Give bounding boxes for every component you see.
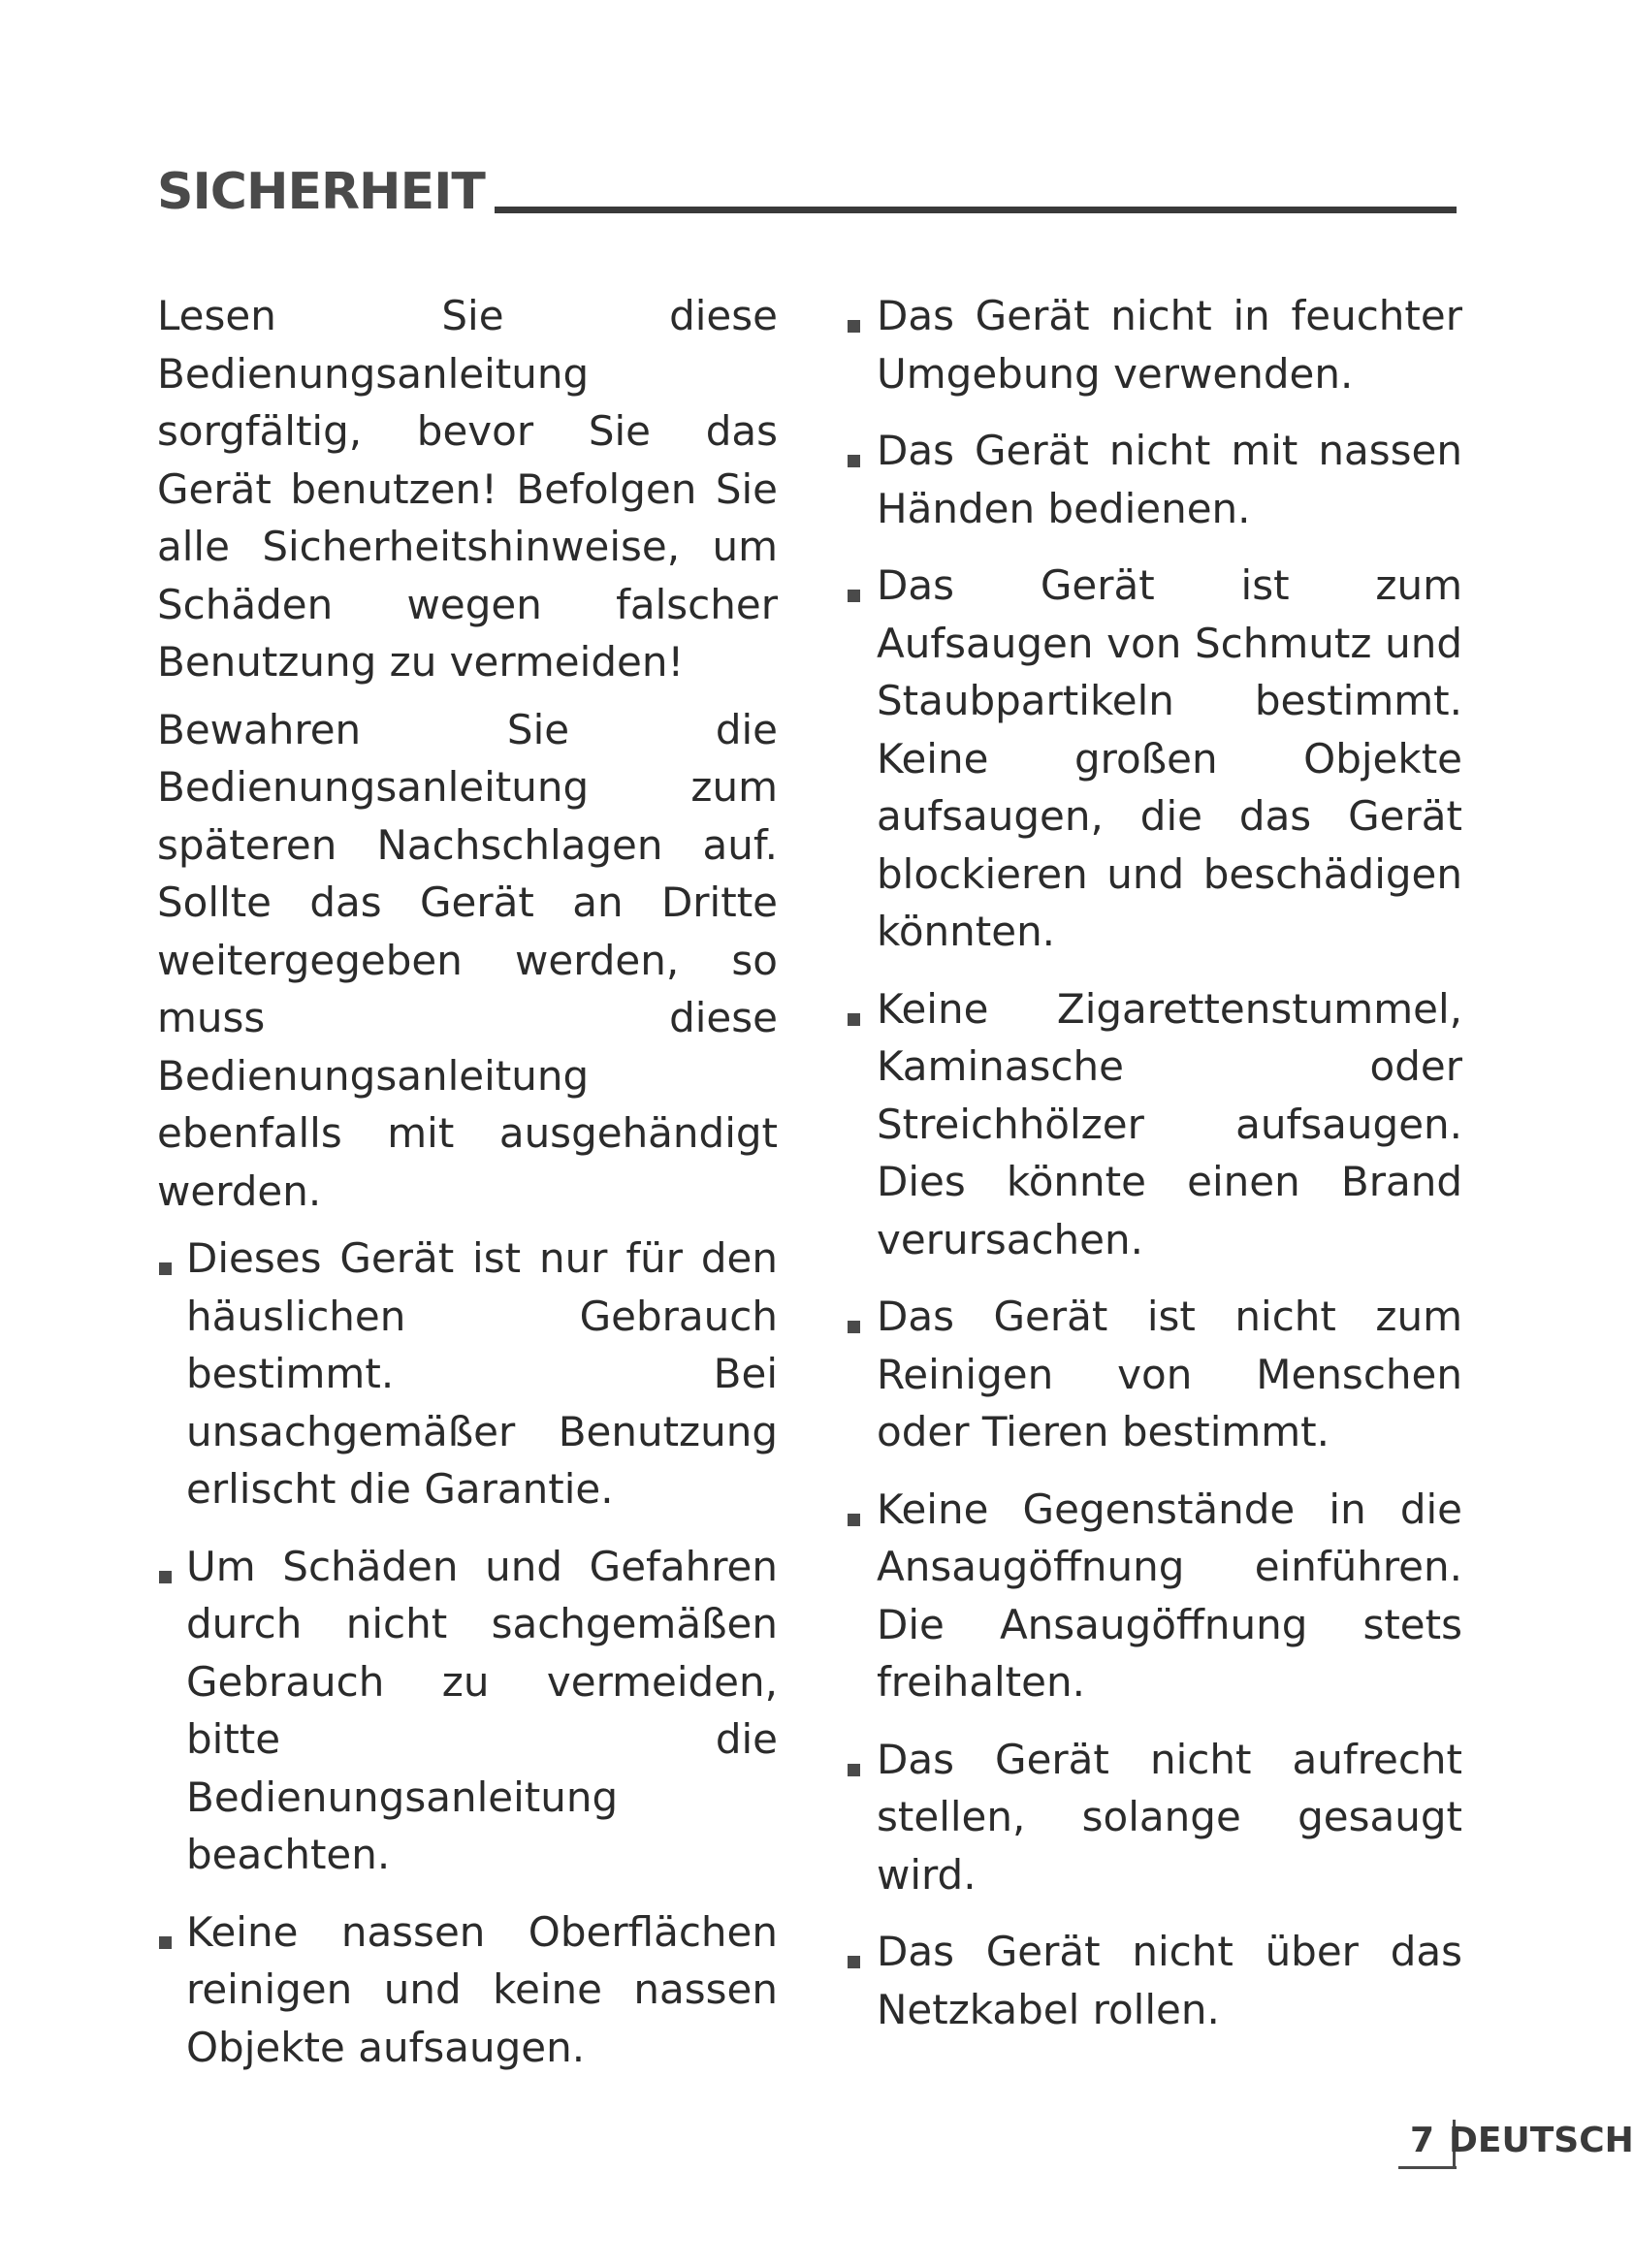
list-item [842,1731,1462,1904]
bullet-square-icon [848,320,860,333]
bullet-square-icon [159,1571,172,1583]
page-footer [1398,2112,1634,2180]
language-label: DEUTSCH [1449,2121,1634,2160]
list-item [842,1481,1462,1711]
list-item-text: Das Gerät ist nicht zum Reinigen von Menschen oder Tieren bestimmt. [877,1293,1462,1455]
list-item-text: Dieses Gerät ist nur für den häuslichen Gebrauch bestimmt. Bei unsachgemäßer Benutzung erlischt die Garantie. [186,1234,778,1513]
bullet-square-icon [848,1764,860,1776]
bullet-square-icon [848,455,860,467]
list-item-text: Keine nassen Oberflächen reinigen und keine nassen Objekte aufsaugen. [186,1907,778,2071]
list-item-text: Das Gerät nicht in feuchter Umgebung verwenden. [877,292,1462,398]
list-item-text: Das Gerät nicht mit nassen Händen bedienen. [877,427,1462,532]
list-item [842,287,1462,402]
list-item [157,1538,778,1884]
list-item [842,557,1462,961]
left-bullet-list [157,1230,778,2076]
list-item [842,1288,1462,1461]
bullet-square-icon [848,1956,860,1968]
bullet-square-icon [848,1514,860,1526]
list-item [157,1903,778,2077]
list-item [157,1230,778,1518]
list-item-text: Das Gerät nicht aufrecht stellen, solange gesaugt wird. [877,1735,1462,1899]
list-item [842,1923,1462,2038]
page-number: 7 [1410,2121,1435,2160]
right-bullet-list [842,287,1462,2038]
list-item-text: Das Gerät nicht über das Netzkabel rollen. [877,1928,1462,2033]
heading-rule [495,207,1457,213]
intro-paragraph: Lesen Sie diese Bedienungsanleitung sorgfältig, bevor Sie das Gerät benutzen! Befolgen Sie alle Sicherheitshinweise, um Schäden wegen falscher Benutzung zu vermeiden! [157,292,778,686]
bullet-square-icon [848,590,860,602]
list-item-text: Keine Gegenstände in die Ansaugöffnung einführen. Die Ansaugöffnung stets freihalten. [877,1485,1462,1706]
section-heading [157,153,1457,231]
bullet-square-icon [848,1013,860,1026]
list-item-text: Keine Zigarettenstummel, Kaminasche oder Streichhölzer aufsaugen. Dies könnte einen Brand verursachen. [877,984,1462,1263]
list-item [842,980,1462,1269]
page-title: SICHERHEIT [157,163,485,221]
left-column [157,287,778,2095]
bullet-square-icon [159,1936,172,1949]
storage-paragraph: Bewahren Sie die Bedienungsanleitung zum späteren Nachschlagen auf. Sollte das Gerät an Dritte weitergegeben werden, so muss diese Bedienungsanleitung ebenfalls mit ausgehändigt werden. [157,705,778,1215]
list-item-text: Um Schäden und Gefahren durch nicht sachgemäßen Gebrauch zu vermeiden, bitte die Bedienungsanleitung beachten. [186,1542,778,1878]
list-item [842,422,1462,537]
footer-corner-rule-horizontal [1398,2166,1457,2169]
right-column [842,287,1462,2058]
list-item-text: Das Gerät ist zum Aufsaugen von Schmutz und Staubpartikeln bestimmt. Keine großen Objekte aufsaugen, die das Gerät blockieren und beschädigen könnten. [877,561,1462,955]
bullet-square-icon [848,1321,860,1333]
bullet-square-icon [159,1262,172,1275]
